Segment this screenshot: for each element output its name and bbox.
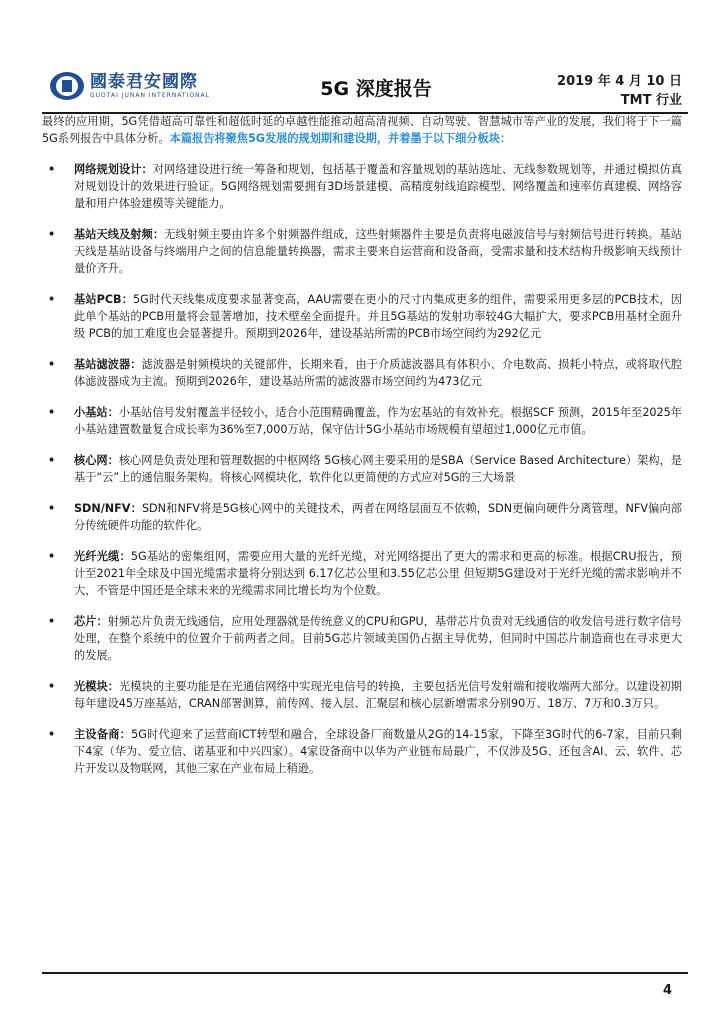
logo-english-name: GUOTAI JUNAN INTERNATIONAL xyxy=(90,92,210,99)
logo-mark-icon xyxy=(50,72,84,100)
item-term: 芯片： xyxy=(74,615,108,628)
bullet-icon: • xyxy=(48,728,56,741)
report-date: 2019 年 4 月 10 日 xyxy=(557,74,682,89)
list-item xyxy=(42,613,682,664)
item-term: 主设备商： xyxy=(74,728,132,741)
item-text: 5G时代迎来了运营商ICT转型和融合，全球设备厂商数量从2G的14-15家，下降至3G时代的6-7家，目前只剩下4家（华为、爱立信、诺基亚和中兴四家）。4家设备商中以华为产业链布局最广，不仅涉及5G、还包含AI、云、软件、芯片开发以及物联网，其他三家在产业布局上稍逊。 xyxy=(74,728,682,775)
item-term: 基站天线及射频： xyxy=(74,228,165,241)
page-header xyxy=(42,62,688,114)
bullet-icon: • xyxy=(48,358,56,371)
report-title: 5G 深度报告 xyxy=(320,78,432,100)
item-text: 5G时代天线集成度要求显著变高，AAU需要在更小的尺寸内集成更多的组件，需要采用更多层的PCB技术，因此单个基站的PCB用量将会显著增加，技术壁垒全面提升。并且5G基站的发射功率较4G大幅扩大，要求PCB用基材全面升级 PCB的加工难度也会显著提升。预期到2026年，建设基站所需的PCB市场空间约为292亿元 xyxy=(74,293,682,340)
intro-highlight: 本篇报告将聚焦5G发展的规划期和建设期，并着墨于以下细分板块： xyxy=(169,132,512,145)
list-item xyxy=(42,726,682,777)
list-item xyxy=(42,356,682,390)
bullet-icon: • xyxy=(48,293,56,306)
list-item xyxy=(42,404,682,438)
bullet-icon: • xyxy=(48,406,56,419)
bullet-icon: • xyxy=(48,163,56,176)
item-term: 基站PCB： xyxy=(74,293,134,306)
company-logo xyxy=(50,72,210,100)
item-text: 对网络建设进行统一筹备和规划，包括基于覆盖和容量规划的基站选址、无线参数规划等，并通过模拟仿真对规划设计的效果进行验证。5G网络规划需要拥有3D场景建模、高精度射线追踪模型、网络覆盖和速率仿真建模、网络容量和用户体验建模等关键能力。 xyxy=(74,163,682,210)
item-text: 核心网是负责处理和管理数据的中枢网络 5G核心网主要采用的是SBA（Service Based Architecture）架构，是基于“云”上的通信服务架构。将核心网模块化，软件化以更简便的方式应对5G的三大场景 xyxy=(74,454,682,484)
list-item xyxy=(42,291,682,342)
item-term: 光模块： xyxy=(74,680,120,693)
item-text: 小基站信号发射覆盖半径较小，适合小范围精确覆盖，作为宏基站的有效补充。根据SCF 预测，2015年至2025年小基站建置数量复合成长率为36%至7,000万站，保守估计5G小基站市场规模有望超过1,000亿元市值。 xyxy=(74,406,682,436)
item-term: 核心网： xyxy=(74,454,119,467)
industry-label: TMT 行业 xyxy=(620,93,682,108)
bullet-icon: • xyxy=(48,454,56,467)
list-item xyxy=(42,226,682,277)
document-body xyxy=(42,113,682,791)
item-text: SDN和NFV将是5G核心网中的关键技术，两者在网络层面互不依赖，SDN更偏向硬件分离管理，NFV偏向部分传统硬件功能的软件化。 xyxy=(74,502,682,532)
footer-divider xyxy=(42,972,688,974)
bullet-icon: • xyxy=(48,502,56,515)
bullet-icon: • xyxy=(48,228,56,241)
page-number: 4 xyxy=(662,983,672,998)
item-term: 基站滤波器： xyxy=(74,358,142,371)
bullet-icon: • xyxy=(48,680,56,693)
list-item xyxy=(42,161,682,212)
item-text: 射频芯片负责无线通信，应用处理器就是传统意义的CPU和GPU，基带芯片负责对无线通信的收发信号进行数字信号处理，在整个系统中的位置介于前两者之间。目前5G芯片领域美国仍占据主导优势，但同时中国芯片制造商也在寻求更大的发展。 xyxy=(74,615,682,662)
item-term: 光纤光缆： xyxy=(74,550,131,563)
segment-list xyxy=(42,161,682,777)
bullet-icon: • xyxy=(48,615,56,628)
item-text: 无线射频主要由许多个射频器件组成，这些射频器件主要是负责将电磁波信号与射频信号进行转换。基站天线是基站设备与终端用户之间的信息能量转换器，需求主要来自运营商和设备商，受需求量和技术结构升级影响天线预计量价齐升。 xyxy=(74,228,682,275)
item-text: 光模块的主要功能是在光通信网络中实现光电信号的转换，主要包括光信号发射端和接收端两大部分。以建设初期每年建设45万座基站，CRAN部署测算，前传网、接入层、汇聚层和核心层新增需求分别90万、18万、7万和0.3万只。 xyxy=(74,680,682,710)
item-text: 滤波器是射频模块的关键部件，长期来看，由于介质滤波器具有体积小、介电数高、损耗小特点，或将取代腔体滤波器成为主流。预期到2026年，建设基站所需的滤波器市场空间约为473亿元 xyxy=(74,358,682,388)
item-text: 5G基站的密集组网，需要应用大量的光纤光缆，对光网络提出了更大的需求和更高的标准。根据CRU报告，预计至2021年全球及中国光缆需求量将分别达到 6.17亿芯公里和3.55亿芯公里 但短期5G建设对于光纤光缆的需求影响并不大，不管是中国还是全球未来的光缆需求同比增长均为个位数。 xyxy=(74,550,682,597)
intro-text: 最终的应用期，5G凭借超高可靠性和超低时延的卓越性能推动超高清视频、自动驾驶、智慧城市等产业的发展，我们将于下一篇5G系列报告中具体分析。 xyxy=(42,115,682,145)
intro-paragraph xyxy=(42,113,682,147)
bullet-icon: • xyxy=(48,550,56,563)
item-term: 网络规划设计： xyxy=(74,163,153,176)
item-term: 小基站： xyxy=(74,406,119,419)
list-item xyxy=(42,548,682,599)
list-item xyxy=(42,452,682,486)
logo-chinese-name: 國泰君安國際 xyxy=(90,72,198,92)
item-term: SDN/NFV： xyxy=(74,502,142,515)
list-item xyxy=(42,678,682,712)
list-item xyxy=(42,500,682,534)
